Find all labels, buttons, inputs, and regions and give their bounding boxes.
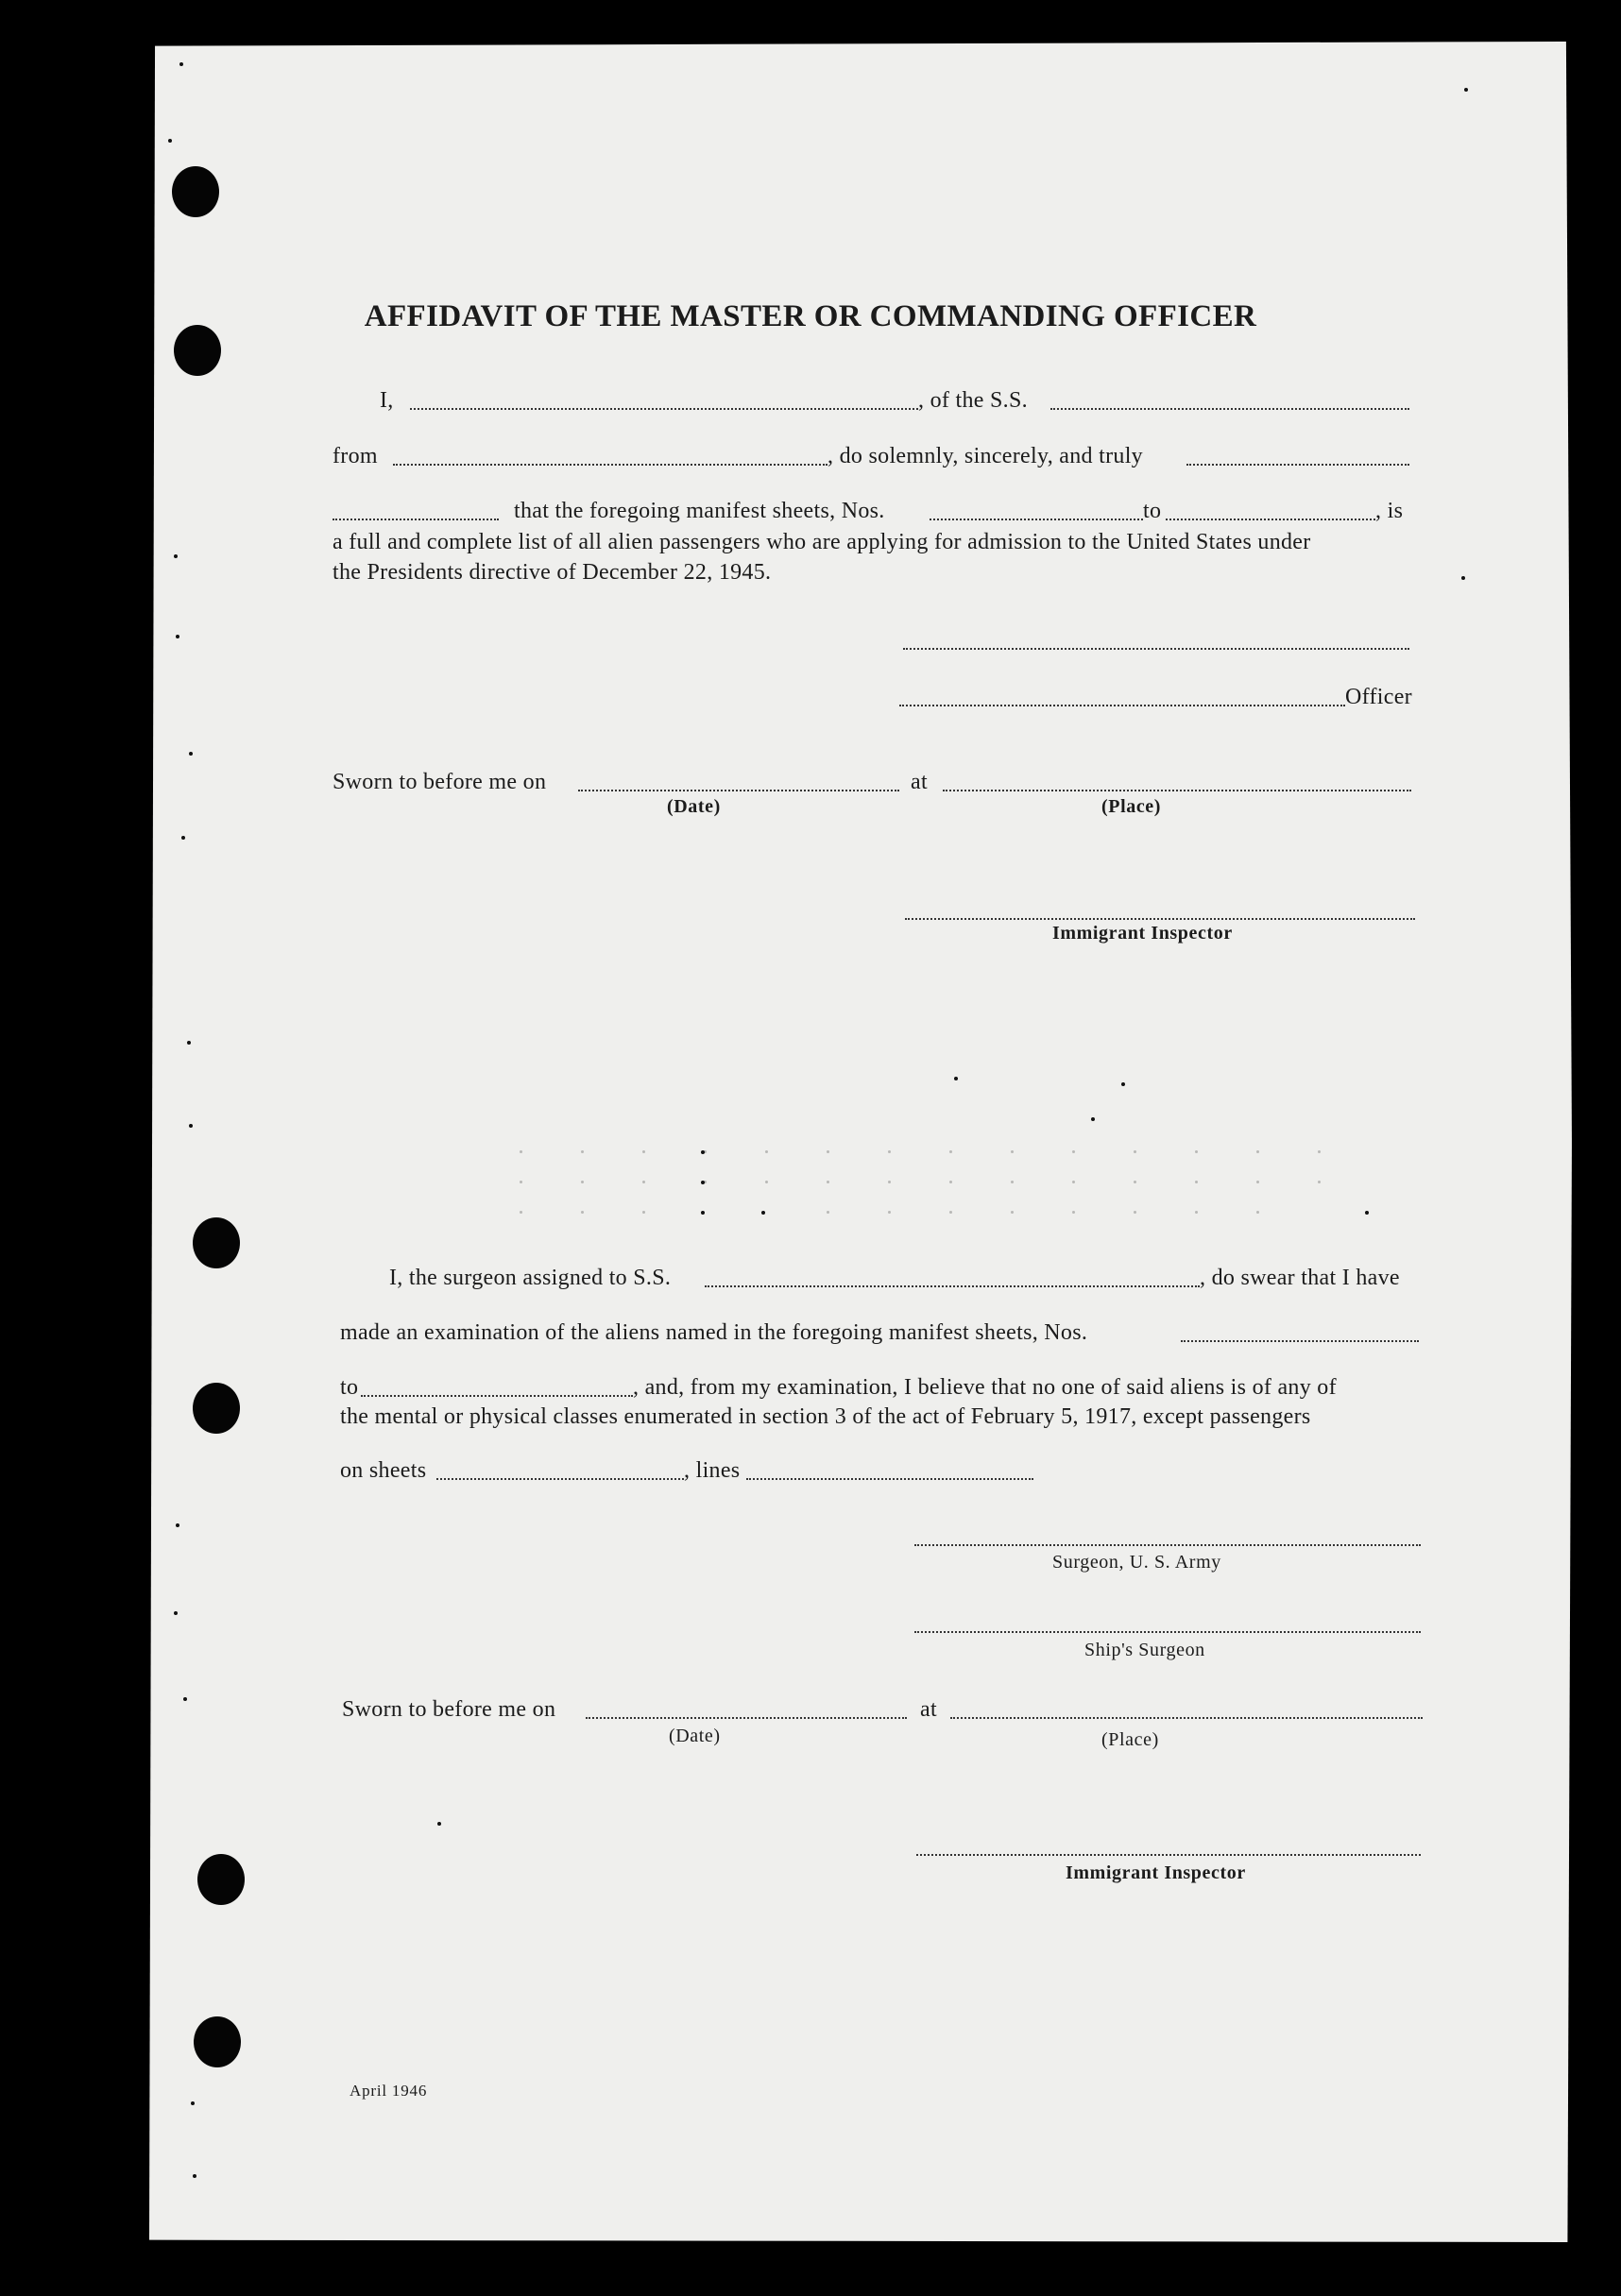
army-surgeon-label: Surgeon, U. S. Army	[1052, 1552, 1221, 1573]
binder-hole	[172, 166, 219, 217]
master-line2-mid: , do solemnly, sincerely, and truly	[828, 444, 1143, 468]
officer-label: Officer	[1345, 685, 1412, 709]
surgeon-nos-to-field[interactable]	[361, 1395, 633, 1397]
master-place-caption: (Place)	[1101, 796, 1162, 817]
surgeon-line3-end: , and, from my examination, I believe that no one of said aliens is of any of	[633, 1375, 1337, 1400]
surgeon-sheets-field[interactable]	[436, 1478, 684, 1480]
master-line3-end: , is	[1375, 499, 1404, 523]
master-inspector-label: Immigrant Inspector	[1052, 923, 1233, 944]
surgeon-sworn-place-field[interactable]	[950, 1717, 1423, 1719]
master-line2-from: from	[333, 444, 378, 468]
surgeon-sworn-label: Sworn to before me on	[342, 1697, 556, 1722]
master-nos-from-field[interactable]	[930, 519, 1143, 520]
master-oath-field[interactable]	[1186, 464, 1409, 466]
master-line3-mid: that the foregoing manifest sheets, Nos.	[514, 499, 885, 523]
surgeon-line1-end: , do swear that I have	[1200, 1266, 1400, 1290]
officer-signature-line-1[interactable]	[903, 648, 1409, 650]
binder-hole	[194, 2016, 241, 2067]
master-line4: a full and complete list of all alien passengers who are applying for admission to the United States under	[333, 530, 1311, 554]
surgeon-line4: the mental or physical classes enumerated in section 3 of the act of February 5, 1917, except passengers	[340, 1404, 1311, 1429]
surgeon-ship-field[interactable]	[705, 1285, 1200, 1287]
army-surgeon-signature-line[interactable]	[914, 1544, 1421, 1546]
surgeon-line2: made an examination of the aliens named in the foregoing manifest sheets, Nos.	[340, 1320, 1088, 1345]
master-date-caption: (Date)	[667, 796, 721, 817]
surgeon-line3-to: to	[340, 1375, 359, 1400]
master-line3-to: to	[1143, 499, 1162, 523]
master-inspector-line[interactable]	[905, 918, 1415, 920]
surgeon-line5-sheets: on sheets	[340, 1458, 427, 1483]
surgeon-nos-from-field[interactable]	[1181, 1340, 1419, 1342]
master-oath-cont-field[interactable]	[333, 519, 499, 520]
master-sworn-place-field[interactable]	[943, 790, 1411, 791]
binder-hole	[193, 1383, 240, 1434]
master-name-field[interactable]	[410, 408, 918, 410]
surgeon-inspector-label: Immigrant Inspector	[1066, 1862, 1246, 1883]
ship-surgeon-label: Ship's Surgeon	[1084, 1640, 1205, 1660]
surgeon-line5-lines: , lines	[684, 1458, 741, 1483]
surgeon-date-caption: (Date)	[669, 1726, 721, 1746]
surgeon-at-label: at	[920, 1697, 937, 1722]
binder-hole	[197, 1854, 245, 1905]
form-date: April 1946	[350, 2082, 428, 2100]
surgeon-line1-prefix: I, the surgeon assigned to S.S.	[389, 1266, 672, 1290]
surgeon-sworn-date-field[interactable]	[586, 1717, 907, 1719]
master-line1-prefix: I,	[380, 388, 394, 413]
surgeon-inspector-line[interactable]	[916, 1854, 1421, 1856]
surgeon-lines-field[interactable]	[746, 1478, 1033, 1480]
master-sworn-date-field[interactable]	[578, 790, 899, 791]
ship-surgeon-signature-line[interactable]	[914, 1631, 1421, 1633]
surgeon-place-caption: (Place)	[1101, 1729, 1159, 1750]
master-from-field[interactable]	[393, 464, 828, 466]
officer-signature-line-2[interactable]	[899, 705, 1345, 706]
master-nos-to-field[interactable]	[1166, 519, 1375, 520]
master-sworn-label: Sworn to before me on	[333, 770, 547, 794]
master-ship-field[interactable]	[1050, 408, 1409, 410]
master-at-label: at	[911, 770, 928, 794]
master-line1-ship: , of the S.S.	[918, 388, 1028, 413]
form-sheet	[149, 42, 1578, 2242]
binder-hole	[193, 1217, 240, 1268]
form-title: AFFIDAVIT OF THE MASTER OR COMMANDING OFFICER	[364, 299, 1257, 333]
master-line5: the Presidents directive of December 22, 1945.	[333, 560, 772, 585]
